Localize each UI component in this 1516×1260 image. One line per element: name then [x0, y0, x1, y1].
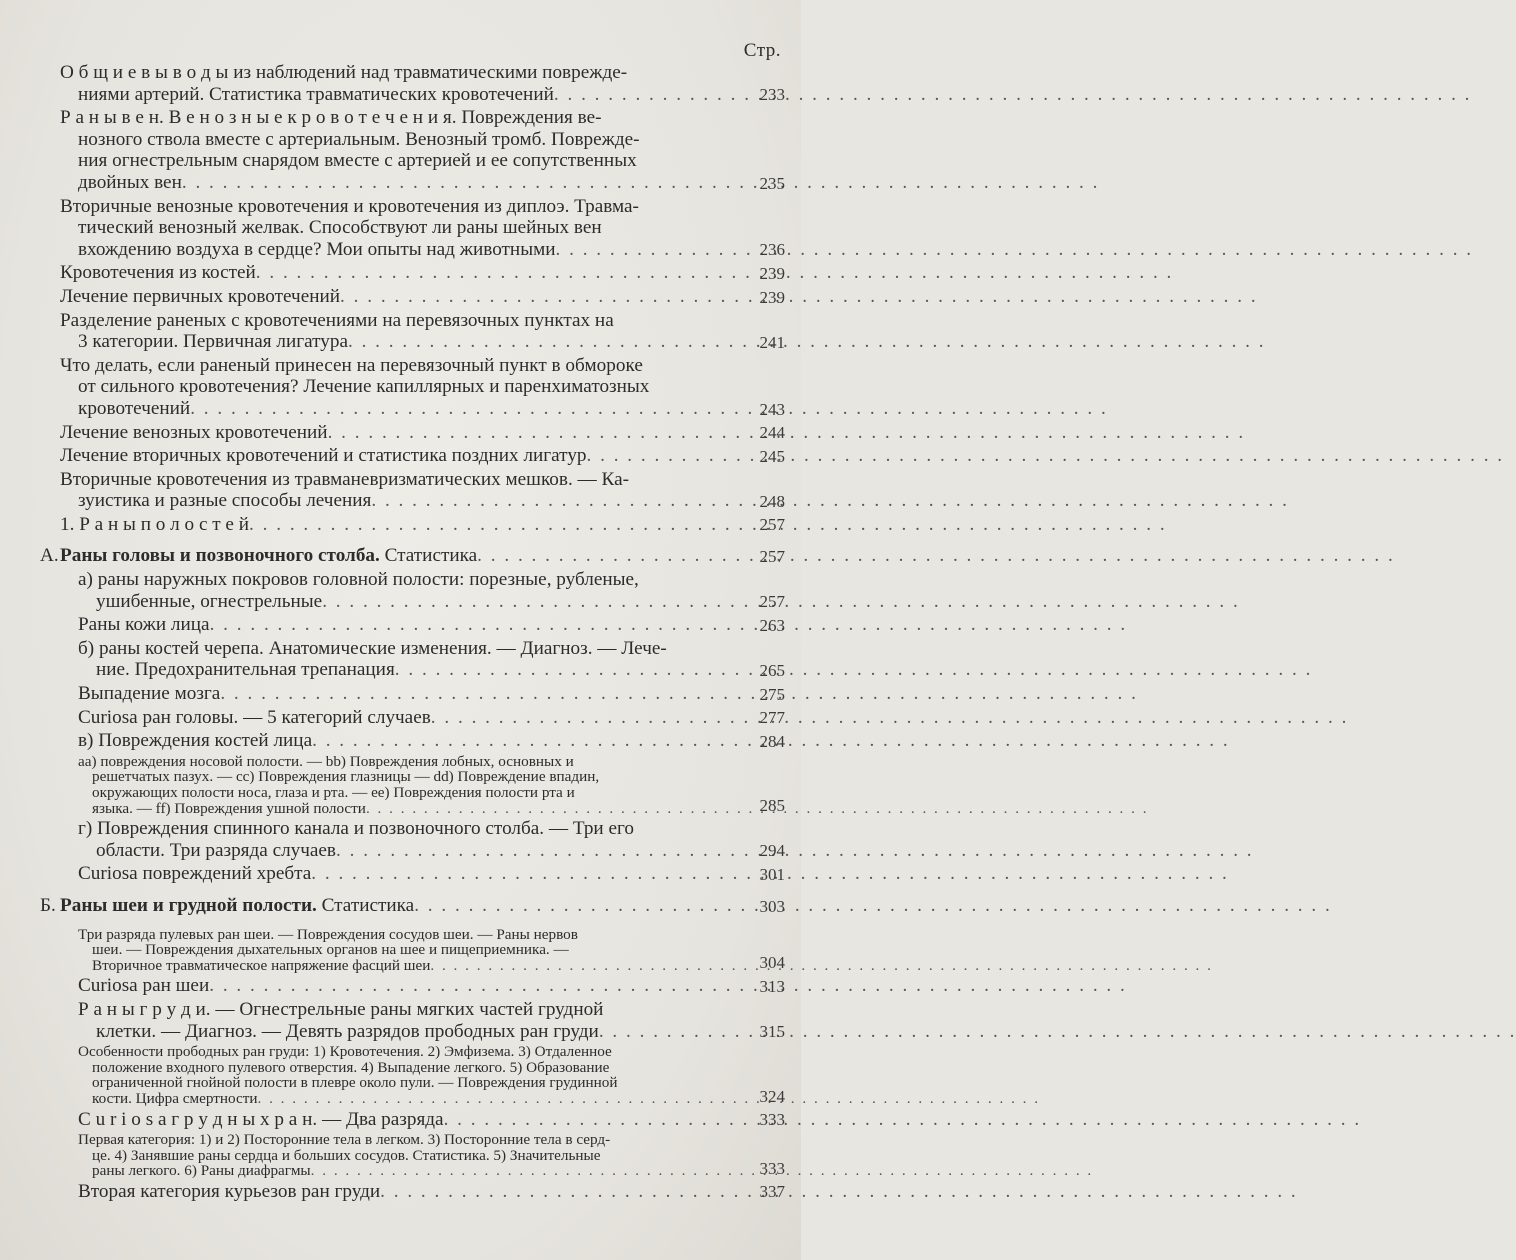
page-number: 277 — [759, 708, 785, 728]
toc-entry — [0, 422, 801, 444]
page-number: 244 — [759, 423, 785, 443]
toc-line — [0, 999, 801, 1021]
toc-entry — [0, 545, 801, 567]
dot-leader — [477, 545, 1395, 567]
dot-leader — [556, 239, 1474, 261]
page-number: 284 — [759, 731, 785, 751]
page-number: 263 — [759, 615, 785, 635]
toc-line — [0, 863, 801, 885]
dot-leader — [336, 840, 1254, 862]
toc-entry — [0, 262, 801, 284]
dot-leader — [249, 514, 1167, 536]
toc-line-text: кости. Цифра смертности — [92, 1089, 258, 1107]
toc-line — [0, 707, 801, 729]
page-number: 257 — [759, 547, 785, 567]
toc-line-text: решетчатых пазух. — сс) Повреждения глазницы — dd) Повреждение впадин, — [92, 768, 600, 786]
dot-leader — [328, 422, 1246, 444]
dot-leader — [430, 958, 1213, 974]
toc-line-text: Вторичные венозные кровотечения и кровотечения из диплоэ. Травма- — [60, 195, 639, 217]
toc-line-text: ние. Предохранительная трепанация — [96, 659, 395, 681]
dot-leader — [182, 172, 1100, 194]
toc-line — [0, 569, 801, 591]
toc-line-text: области. Три разряда случаев — [96, 839, 336, 861]
toc-entry — [0, 445, 801, 467]
toc-line-text: вхождению воздуха в сердце? Мои опыты над животными — [78, 238, 556, 260]
toc-line — [0, 490, 801, 512]
toc-line-text: ушибенные, огнестрельные — [96, 590, 323, 612]
toc-entry — [0, 310, 801, 353]
toc-line — [0, 818, 801, 840]
toc-entry — [0, 196, 801, 261]
dot-leader — [414, 895, 1332, 917]
toc-line-text: Curiosa ран головы. — 5 категорий случаев — [78, 706, 431, 728]
toc-entry — [0, 1181, 801, 1203]
page-number: 243 — [759, 399, 785, 419]
page-number: 333 — [759, 1158, 785, 1178]
toc-line-text: г) Повреждения спинного канала и позвоночного столба. — Три его — [78, 818, 634, 840]
toc-line-text: ниями артерий. Статистика травматических кровотечений — [78, 83, 554, 105]
toc-line-text: Р а н ы в е н. В е н о з н ы е к р о в о т е ч е н и я. Повреждения ве- — [60, 107, 602, 129]
toc-line — [0, 895, 801, 917]
toc-line — [0, 262, 801, 284]
dot-leader — [371, 490, 1289, 512]
toc-line-text: Статистика — [316, 894, 415, 916]
toc-line — [0, 975, 801, 997]
toc-entry — [0, 863, 801, 885]
toc-line — [0, 310, 801, 332]
toc-line — [0, 1075, 801, 1091]
dot-leader — [587, 445, 1505, 467]
dot-leader — [190, 398, 1108, 420]
toc-line-text: Curiosa повреждений хребта — [78, 863, 312, 885]
toc-entry — [0, 638, 801, 681]
dot-leader — [348, 331, 1266, 353]
page-number: 275 — [759, 684, 785, 704]
toc-line — [0, 545, 801, 567]
toc-line — [0, 331, 801, 353]
toc-line — [0, 150, 801, 172]
toc-line-text: Лечение вторичных кровотечений и статистика поздних лигатур — [60, 445, 587, 467]
toc-line-text: а) раны наружных покровов головной полости: порезные, рубленые, — [78, 569, 639, 591]
toc-line-text: клетки. — Диагноз. — Девять разрядов прободных ран груди — [96, 1020, 599, 1042]
dot-leader — [210, 614, 1128, 636]
page-number: 313 — [759, 976, 785, 996]
toc-line-text: О б щ и е в ы в о д ы из наблюдений над травматическими поврежде- — [60, 62, 628, 83]
section-letter: А. — [40, 545, 59, 567]
toc-line-text: Особенности прободных ран груди: 1) Кровотечения. 2) Эмфизема. 3) Отдаленное — [78, 1043, 612, 1061]
toc-line — [0, 1132, 801, 1148]
toc-line-text: Лечение первичных кровотечений — [60, 285, 341, 307]
toc-line — [0, 1148, 801, 1164]
toc-entry — [0, 469, 801, 512]
toc-line-text: Вторичное травматическое напряжение фасций шеи — [92, 956, 431, 974]
toc-line — [0, 730, 801, 752]
page-number: 301 — [759, 864, 785, 884]
toc-line-text: языка. — ff) Повреждения ушной полости — [92, 799, 366, 817]
toc-line-text: раны легкого. 6) Раны диафрагмы — [92, 1162, 311, 1180]
toc-line-text: зуистика и разные способы лечения — [78, 490, 372, 512]
dot-leader — [444, 1109, 1362, 1131]
toc-entry — [0, 355, 801, 420]
toc-entry — [0, 1109, 801, 1131]
toc-line-text: Первая категория: 1) и 2) Посторонние тела в легком. 3) Посторонние тела в серд- — [78, 1131, 611, 1149]
page-column-header: Стр. — [743, 40, 781, 61]
section-heading: Раны головы и позвоночного столба. — [60, 545, 380, 567]
toc-line-text: Curiosa ран шеи — [78, 975, 210, 997]
page-number: 265 — [759, 661, 785, 681]
toc-entry — [0, 286, 801, 308]
toc-line-text: Разделение раненых с кровотечениями на перевязочных пунктах на — [60, 309, 614, 331]
page-number: 236 — [759, 240, 785, 260]
toc-line — [0, 1109, 801, 1131]
toc-line — [0, 1091, 801, 1107]
toc-line — [0, 638, 801, 660]
toc-entry — [0, 975, 801, 997]
toc-line — [0, 769, 801, 785]
toc-line — [0, 355, 801, 377]
toc-line — [0, 62, 801, 84]
toc-line — [0, 942, 801, 958]
page-number: 245 — [759, 446, 785, 466]
toc-line-text: це. 4) Занявшие раны сердца и больших сосудов. Статистика. 5) Значительные — [92, 1146, 601, 1164]
toc-line — [0, 422, 801, 444]
toc-line-text: C u r i o s a г р у д н ы х р а н. — Два разряда — [78, 1108, 444, 1130]
toc-line — [0, 801, 801, 817]
toc-line — [0, 754, 801, 770]
dot-leader — [256, 262, 1174, 284]
toc-line-text: Что делать, если раненый принесен на перевязочный пункт в обмороке — [60, 354, 643, 376]
dot-leader — [311, 1163, 1094, 1179]
toc-line-text: в) Повреждения костей лица — [78, 730, 313, 752]
toc-line-text: Лечение венозных кровотечений — [60, 421, 328, 443]
toc-line-text: Кровотечения из костей — [60, 262, 256, 284]
toc-line-text: положение входного пулевого отверстия. 4) Выпадение легкого. 5) Образование — [92, 1058, 610, 1076]
toc-line — [0, 659, 801, 681]
page-number: 233 — [759, 85, 785, 105]
dot-leader — [554, 84, 1472, 106]
toc-line — [0, 785, 801, 801]
page-number: 285 — [759, 796, 785, 816]
toc-line — [0, 129, 801, 151]
toc-line — [0, 217, 801, 239]
dot-leader — [257, 1091, 1040, 1107]
toc-line — [0, 469, 801, 491]
dot-leader — [431, 707, 1349, 729]
toc-line — [0, 1060, 801, 1076]
toc-entry — [0, 569, 801, 612]
toc-line-text: Раны кожи лица — [78, 614, 210, 636]
section-letter: Б. — [40, 894, 56, 916]
toc-line-text: 3 категории. Первичная лигатура — [78, 331, 348, 353]
toc-entry — [0, 62, 801, 105]
toc-line-text: аа) повреждения носовой полости. — bb) Повреждения лобных, основных и — [78, 752, 574, 770]
toc-line — [0, 1044, 801, 1060]
toc-line-text: Вторая категория курьезов ран груди — [78, 1180, 381, 1202]
toc-entry — [0, 895, 801, 917]
page-number: 241 — [759, 332, 785, 352]
toc-line — [0, 1181, 801, 1203]
toc-line — [0, 614, 801, 636]
toc-line — [0, 591, 801, 613]
toc-line-text: Вторичные кровотечения из травманевризматических мешков. — Ка- — [60, 468, 629, 490]
toc-line-text: Три разряда пулевых ран шеи. — Повреждения сосудов шеи. — Раны нервов — [78, 925, 578, 943]
toc-line — [0, 445, 801, 467]
page-number: 337 — [759, 1182, 785, 1202]
page-number: 257 — [759, 592, 785, 612]
toc-entry — [0, 707, 801, 729]
toc-line — [0, 683, 801, 705]
toc-line-text: двойных вен — [78, 171, 182, 193]
toc-line-text: Р а н ы г р у д и. — Огнестрельные раны мягких частей грудной — [78, 998, 604, 1020]
page-number: 315 — [759, 1022, 785, 1042]
dot-leader — [209, 975, 1127, 997]
toc-entry — [0, 818, 801, 861]
toc-line — [0, 376, 801, 398]
toc-line-text: ния огнестрельным снарядом вместе с артерией и ее сопутственных — [78, 150, 637, 172]
page-number: 235 — [759, 173, 785, 193]
section-heading: Раны шеи и грудной полости. — [60, 894, 317, 916]
page-number: 294 — [759, 841, 785, 861]
toc-line — [0, 196, 801, 218]
dot-leader — [220, 683, 1138, 705]
toc-line — [0, 927, 801, 943]
table-of-contents — [0, 62, 801, 1204]
toc-line — [0, 172, 801, 194]
toc-entry — [0, 730, 801, 752]
toc-line-text: окружающих полости носа, глаза и рта. — ее) Повреждения полости рта и — [92, 784, 575, 801]
toc-entry — [0, 514, 801, 536]
dot-leader — [340, 286, 1258, 308]
toc-entry — [0, 927, 801, 974]
toc-line — [0, 398, 801, 420]
toc-entry — [0, 754, 801, 816]
toc-line — [0, 286, 801, 308]
page-number: 304 — [759, 953, 785, 973]
toc-entry — [0, 1044, 801, 1106]
toc-line — [0, 1021, 801, 1043]
page-number: 324 — [759, 1086, 785, 1106]
page-number: 239 — [759, 287, 785, 307]
toc-line — [0, 107, 801, 129]
page-number: 257 — [759, 515, 785, 535]
dot-leader — [380, 1181, 1298, 1203]
toc-entry — [0, 107, 801, 193]
toc-line-text: шеи. — Повреждения дыхательных органов на шее и пищеприемника. — — [92, 941, 569, 959]
toc-line — [0, 514, 801, 536]
toc-entry — [0, 683, 801, 705]
toc-entry — [0, 999, 801, 1042]
toc-line-text: тический венозный желвак. Способствуют ли раны шейных вен — [78, 217, 602, 239]
toc-line-text: 1. Р а н ы п о л о с т е й — [60, 513, 250, 535]
page-number: 239 — [759, 263, 785, 283]
toc-line-text: Статистика — [379, 545, 478, 567]
toc-line — [0, 1163, 801, 1179]
toc-line — [0, 958, 801, 974]
page-number: 248 — [759, 491, 785, 511]
toc-line — [0, 84, 801, 106]
toc-entry — [0, 614, 801, 636]
page-number: 303 — [759, 896, 785, 916]
toc-line-text: ограниченной гнойной полости в плевре около пули. — Повреждения грудинной — [92, 1074, 618, 1092]
toc-line-text: б) раны костей черепа. Анатомические изменения. — Диагноз. — Лече- — [78, 637, 667, 659]
toc-line-text: Выпадение мозга — [78, 683, 221, 705]
toc-line-text: от сильного кровотечения? Лечение капиллярных и паренхиматозных — [78, 376, 650, 398]
toc-line — [0, 239, 801, 261]
toc-line-text: нозного ствола вместе с артериальным. Венозный тромб. Поврежде- — [78, 128, 640, 150]
toc-line — [0, 840, 801, 862]
toc-line-text: кровотечений — [78, 397, 191, 419]
toc-entry — [0, 1132, 801, 1179]
dot-leader — [395, 659, 1313, 681]
page-number: 333 — [759, 1110, 785, 1130]
